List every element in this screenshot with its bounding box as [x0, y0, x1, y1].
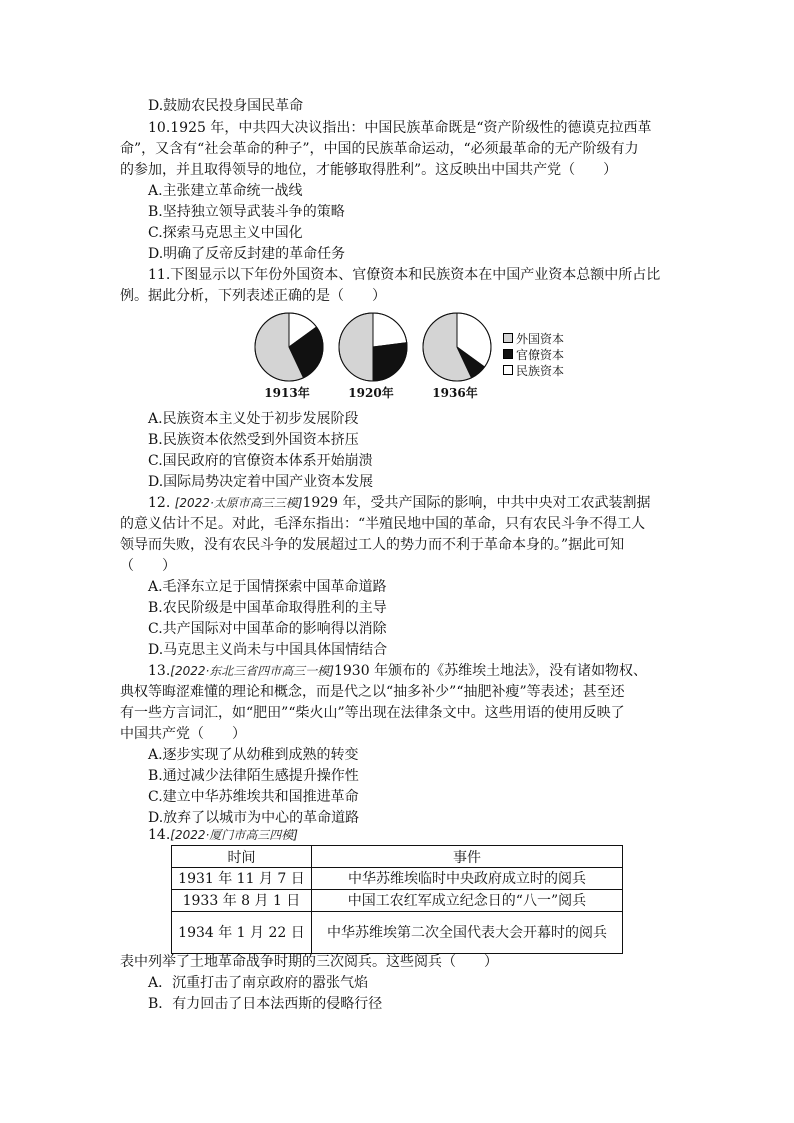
legend-swatch-national [503, 365, 513, 375]
pie-slice-foreign [339, 313, 373, 381]
pie-label-1913: 1913年 [264, 386, 310, 400]
q14-option-b: B．有力回击了日本法西斯的侵略行径 [148, 996, 383, 1012]
table-header-row [172, 846, 623, 868]
q12-option-b: B.农民阶级是中国革命取得胜利的主导 [148, 600, 387, 616]
table-row [172, 868, 623, 890]
q11-option-d: D.国际局势决定着中国产业资本发展 [148, 474, 374, 490]
table-cell-time: 1931 年 11 月 7 日 [172, 868, 312, 890]
q10-option-a: A.主张建立革命统一战线 [148, 183, 303, 199]
q11-option-c: C.国民政府的官僚资本体系开始崩溃 [148, 453, 373, 469]
legend-item-foreign [503, 330, 564, 346]
q10-option-d: D.明确了反帝反封建的革命任务 [148, 246, 346, 262]
q14-stem-line1 [148, 825, 298, 846]
legend-label-bureaucratic: 官僚资本 [516, 347, 565, 362]
q13-option-b: B.通过减少法律陌生感提升操作性 [148, 768, 359, 784]
q11-option-b: B.民族资本依然受到外国资本挤压 [148, 432, 359, 448]
q10-option-c: C.探索马克思主义中国化 [148, 225, 303, 241]
legend-item-national [503, 362, 564, 378]
pie-slice-bureaucratic [373, 343, 407, 381]
pie-label-1936: 1936年 [432, 386, 478, 400]
q13-option-d: D.放弃了以城市为中心的革命道路 [148, 810, 360, 826]
q11-stem-line1: 11.下图显示以下年份外国资本、官僚资本和民族资本在中国产业资本总额中所占比 [148, 267, 661, 283]
legend-label-foreign: 外国资本 [516, 331, 565, 346]
q12-stem-text: 1929 年，受共产国际的影响，中共中央对工农武装割据 [302, 495, 651, 511]
q12-stem-line2: 的意义估计不足。对此，毛泽东指出：“半殖民地中国的革命，只有农民斗争不得工人 [120, 516, 646, 532]
q14-source: [2022·厦门市高三四模] [170, 828, 298, 842]
q11-option-a: A.民族资本主义处于初步发展阶段 [148, 411, 359, 427]
q13-stem-line4: 中国共产党（ ） [120, 726, 246, 742]
q12-option-d: D.马克思主义尚未与中国具体国情结合 [148, 642, 388, 658]
q12-source: [2022·太原市高三三模] [174, 496, 303, 510]
table-cell-time: 1934 年 1 月 22 日 [172, 912, 312, 954]
table-header-time: 时间 [172, 846, 312, 868]
legend-item-bureaucratic [503, 346, 564, 362]
q13-source: [2022·东北三省四市高三一模] [170, 664, 334, 678]
q14-number: 14. [148, 827, 171, 843]
q14-stem: 表中列举了土地革命战争时期的三次阅兵。这些阅兵（ ） [120, 954, 498, 970]
table-cell-event: 中华苏维埃临时中央政府成立时的阅兵 [311, 868, 622, 890]
q13-number: 13. [148, 663, 171, 679]
q10-stem-line1: 10.1925 年，中共四大决议指出：中国民族革命既是“资产阶级性的德谟克拉西革 [148, 120, 652, 136]
q13-stem-text: 1930 年颁布的《苏维埃土地法》，没有诸如物权、 [333, 663, 648, 679]
table-cell-time: 1933 年 8 月 1 日 [172, 890, 312, 912]
q11-stem-line2: 例。据此分析，下列表述正确的是（ ） [120, 288, 386, 304]
q12-stem-line1 [148, 493, 651, 514]
q12-stem-line4: （ ） [120, 558, 176, 574]
q13-stem-line3: 有一些方言词汇，如“肥田”“柴火山”等出现在法律条文中。这些用语的使用反映了 [120, 705, 625, 721]
table-cell-event: 中国工农红军成立纪念日的“八一”阅兵 [311, 890, 622, 912]
legend-swatch-bureaucratic [503, 349, 513, 359]
q10-stem-line2: 命”，又含有“社会革命的种子”，中国的民族革命运动，“必须最革命的无产阶级有力 [120, 141, 639, 157]
legend-label-national: 民族资本 [516, 363, 565, 378]
q12-number: 12. [148, 495, 175, 511]
q12-option-c: C.共产国际对中国革命的影响得以消除 [148, 621, 387, 637]
q13-stem-line1 [148, 661, 647, 682]
q13-option-a: A.逐步实现了从幼稚到成熟的转变 [148, 747, 359, 763]
pie-legend [503, 330, 564, 378]
pie-label-1920: 1920年 [348, 386, 394, 400]
table-row [172, 890, 623, 912]
q9-option-d: D.鼓励农民投身国民革命 [148, 98, 304, 114]
q13-stem-line2: 典权等晦涩难懂的理论和概念，而是代之以“抽多补少”“抽肥补瘦”等表述；甚至还 [120, 684, 625, 700]
parade-events-table [171, 845, 623, 954]
table-row [172, 912, 623, 954]
legend-swatch-foreign [503, 333, 513, 343]
table-cell-event: 中华苏维埃第二次全国代表大会开幕时的阅兵 [311, 912, 622, 954]
q13-option-c: C.建立中华苏维埃共和国推进革命 [148, 789, 359, 805]
table-header-event: 事件 [311, 846, 622, 868]
q14-option-a: A．沉重打击了南京政府的嚣张气焰 [148, 975, 369, 991]
q12-option-a: A.毛泽东立足于国情探索中国革命道路 [148, 579, 387, 595]
q10-option-b: B.坚持独立领导武装斗争的策略 [148, 204, 345, 220]
q10-stem-line3: 的参加，并且取得领导的地位，才能够取得胜利”。这反映出中国共产党（ ） [120, 162, 618, 178]
q12-stem-line3: 领导而失败，没有农民斗争的发展超过工人的势力而不利于革命本身的。”据此可知 [120, 537, 625, 553]
pie-slice-national [373, 313, 407, 347]
